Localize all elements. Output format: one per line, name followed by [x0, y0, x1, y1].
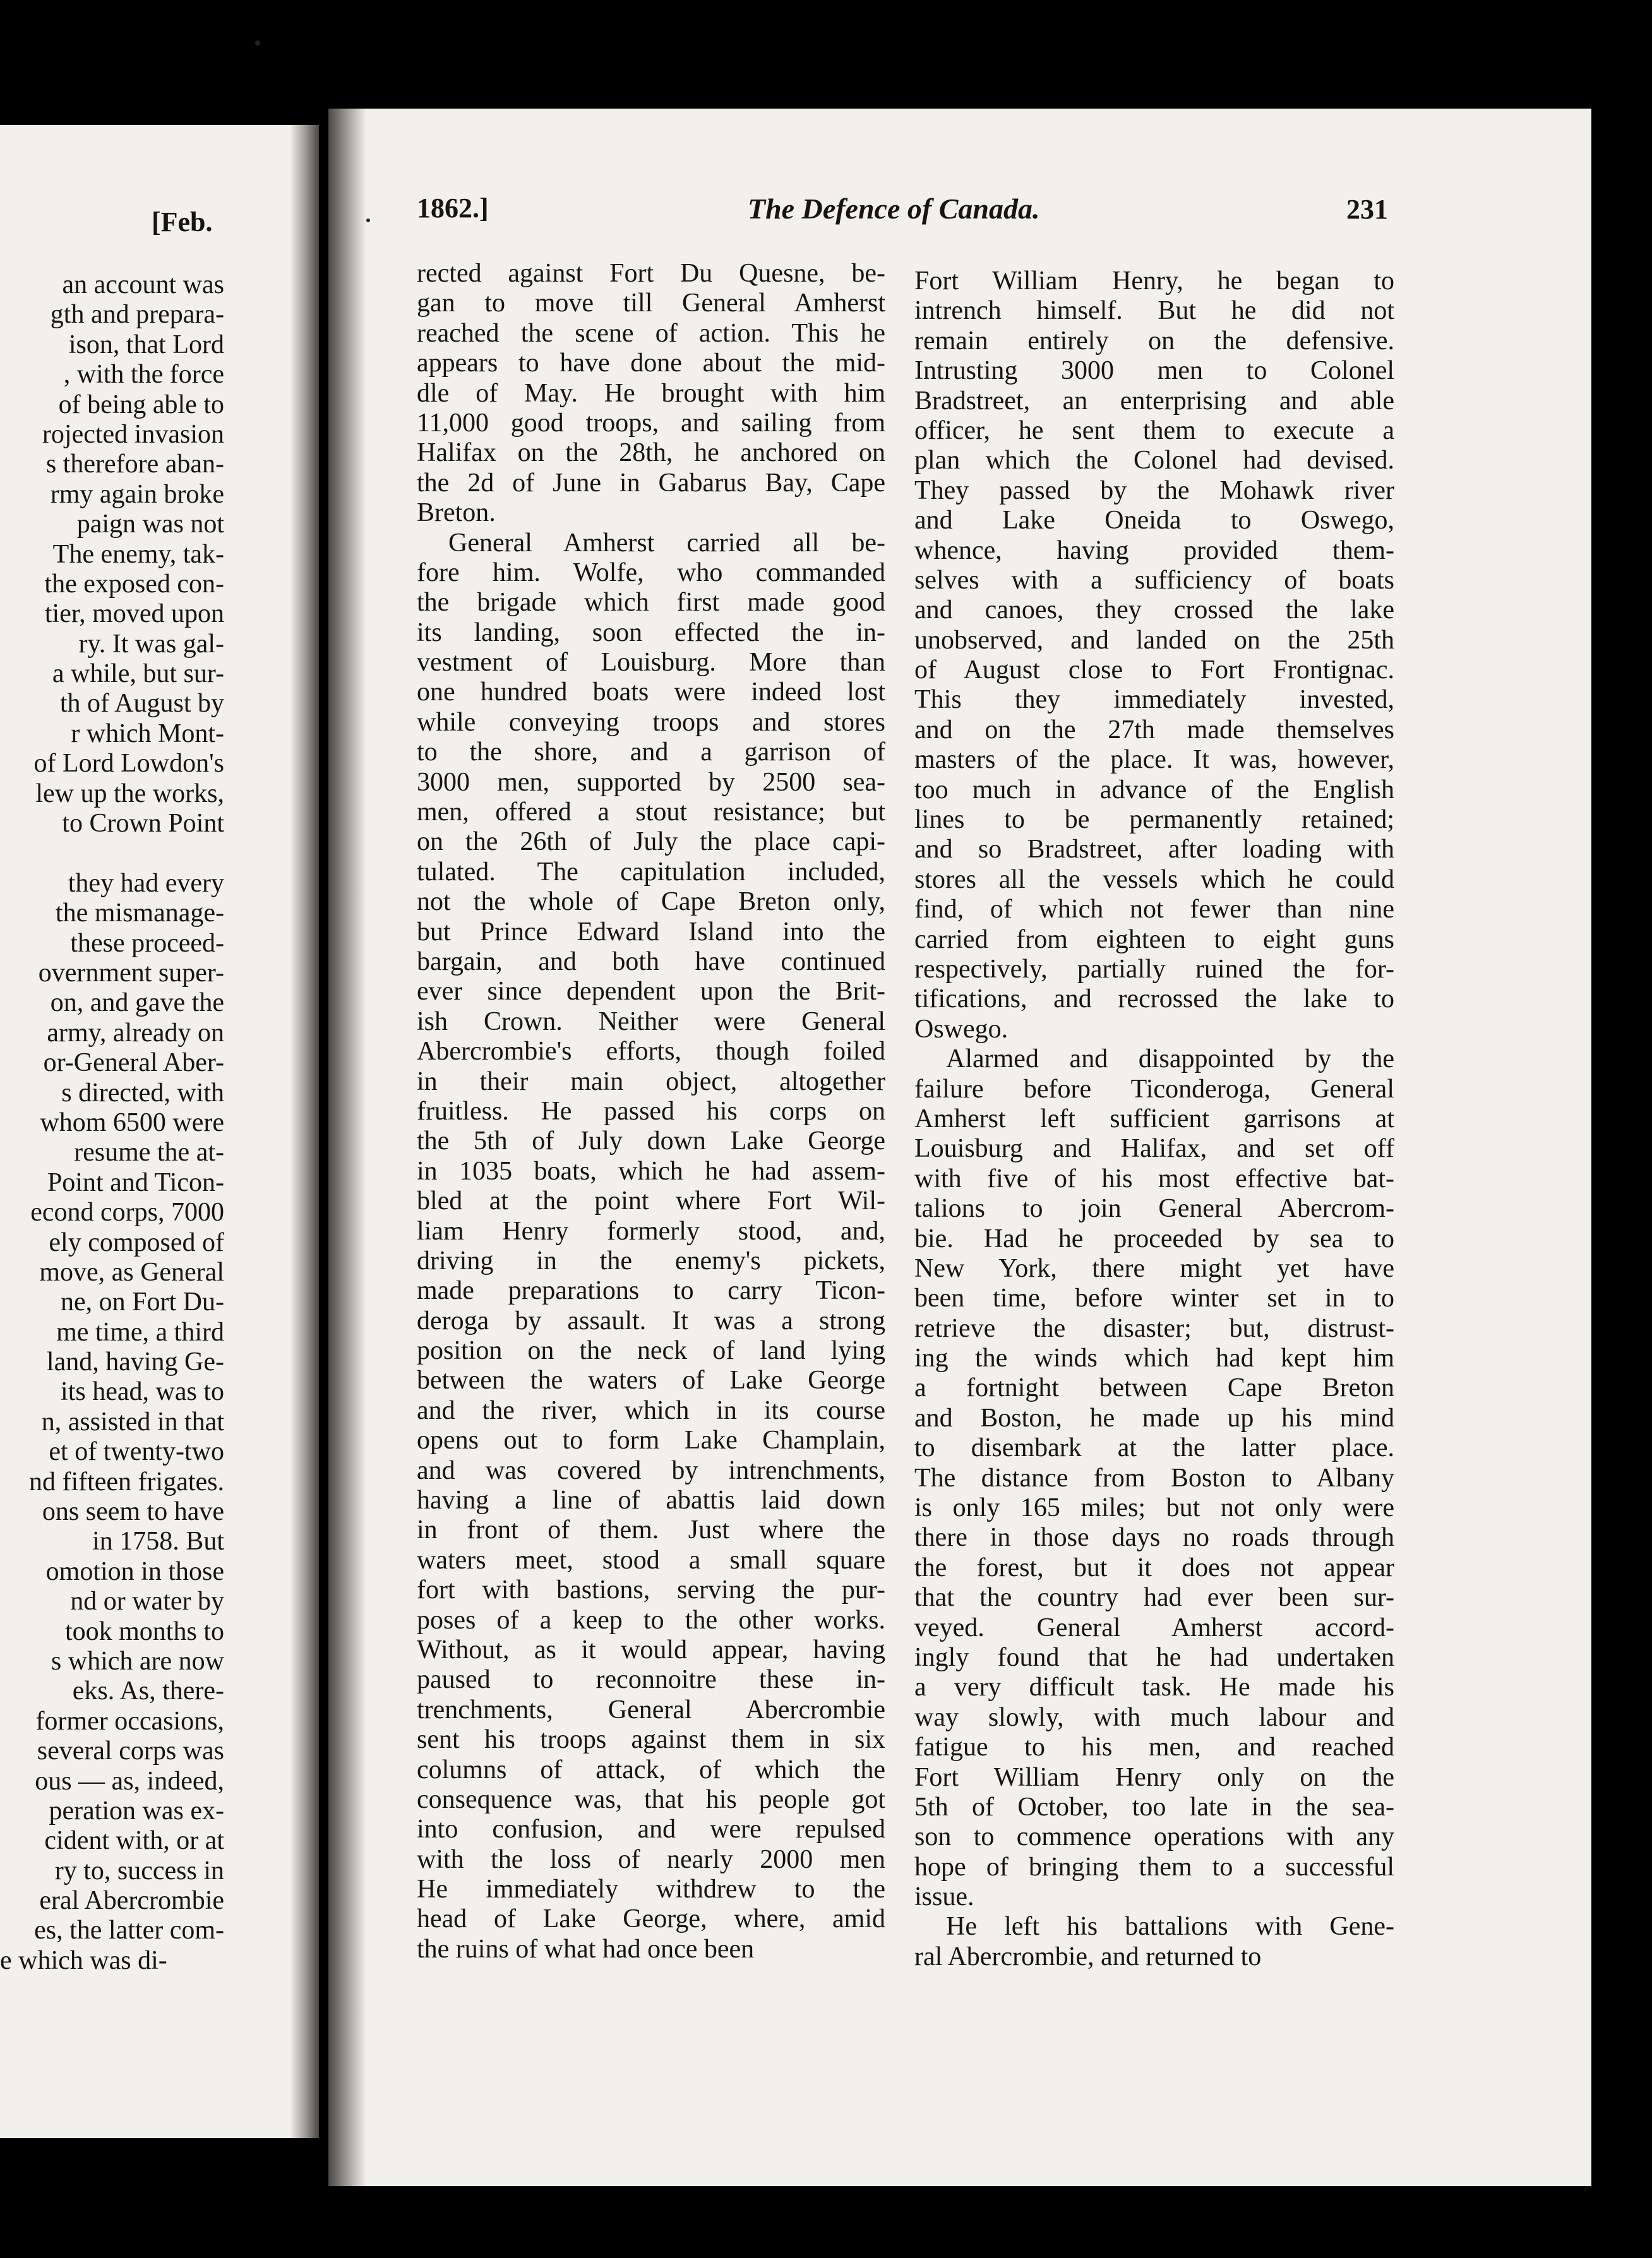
text-line: Breton. [417, 498, 496, 528]
text-line: waters meet, stood a small square [417, 1545, 885, 1575]
text-line: in their main object, altogether [417, 1066, 885, 1096]
text-line: 5th of October, too late in the sea- [914, 1792, 1394, 1822]
left-page [0, 125, 319, 2138]
text-line: in 1758. But [92, 1527, 224, 1556]
text-line: hope of bringing them to a successful [914, 1852, 1394, 1882]
text-line: army, already on [47, 1018, 224, 1048]
text-line: and Boston, he made up his mind [914, 1403, 1394, 1433]
text-line: land, having Ge- [46, 1347, 224, 1377]
text-line: et of twenty-two [49, 1437, 224, 1467]
text-line: intrench himself. But he did not [914, 296, 1394, 326]
text-line: Abercrombie's efforts, though foiled [417, 1037, 885, 1066]
text-line: ne, on Fort Du- [61, 1287, 224, 1317]
text-line: ely composed of [49, 1228, 224, 1257]
text-line: the 2d of June in Gabarus Bay, Cape [417, 468, 885, 498]
text-line: head of Lake George, where, amid [417, 1904, 885, 1934]
text-line: too much in advance of the English [914, 775, 1394, 804]
text-line: ry to, success in [54, 1856, 224, 1885]
text-line: omotion in those [45, 1556, 224, 1586]
text-line: Intrusting 3000 men to Colonel [914, 356, 1394, 386]
text-line: ever since dependent upon the Brit- [417, 977, 885, 1007]
text-line: nd fifteen frigates. [28, 1467, 224, 1496]
text-line: gan to move till General Amherst [417, 289, 885, 318]
text-line: into confusion, and were repulsed [417, 1815, 885, 1844]
text-line: paused to reconnoitre these in- [417, 1665, 885, 1695]
text-line: s which are now [51, 1646, 224, 1676]
text-line: paign was not [76, 510, 224, 539]
text-line: Alarmed and disappointed by the [946, 1044, 1394, 1074]
text-line: and was covered by intrenchments, [417, 1455, 885, 1485]
text-line: and so Bradstreet, after loading with [914, 835, 1394, 864]
text-line: deroga by assault. It was a strong [417, 1306, 885, 1335]
text-line: way slowly, with much labour and [914, 1702, 1394, 1732]
text-line: s therefore aban- [45, 450, 224, 479]
text-line: ous — as, indeed, [35, 1766, 224, 1796]
text-line: issue. [914, 1882, 974, 1912]
text-line: an account was [62, 270, 224, 299]
text-line: and canoes, they crossed the lake [914, 595, 1394, 625]
text-line: n, assisted in that [41, 1407, 224, 1437]
text-line: officer, he sent them to execute a [914, 415, 1394, 445]
text-line: masters of the place. It was, however, [914, 745, 1394, 775]
text-line: one hundred boats were indeed lost [417, 678, 885, 707]
text-line: He left his battalions with Gene- [946, 1912, 1394, 1942]
text-line: s directed, with [61, 1078, 224, 1108]
text-line: fore him. Wolfe, who commanded [417, 558, 885, 587]
text-line: is only 165 miles; but not only were [914, 1493, 1394, 1523]
text-line: cident with, or at [44, 1826, 224, 1856]
text-line: bled at the point where Fort Wil- [417, 1186, 885, 1216]
text-line: fruitless. He passed his corps on [417, 1096, 885, 1126]
text-line: poses of a keep to the other works. [417, 1605, 885, 1635]
scan-speck [255, 40, 260, 45]
text-line: these proceed- [70, 928, 224, 958]
text-line: ison, that Lord [68, 330, 224, 359]
text-line: to Crown Point [62, 809, 224, 839]
text-line: reached the scene of action. This he [417, 318, 885, 348]
text-line: ry. It was gal- [78, 629, 224, 659]
text-line: ons seem to have [42, 1497, 224, 1527]
text-line: talions to join General Abercrom- [914, 1194, 1394, 1224]
text-line: Fort William Henry only on the [914, 1762, 1394, 1792]
text-line: , with the force [63, 360, 224, 390]
text-line: overnment super- [38, 958, 224, 988]
left-running-head: [Feb. [152, 206, 213, 237]
text-line: fort with bastions, serving the pur- [417, 1575, 885, 1605]
text-line: stores all the vessels which he could [914, 864, 1394, 894]
text-line: whence, having provided them- [914, 535, 1394, 565]
text-line: Point and Ticon- [47, 1168, 224, 1197]
text-line: columns of attack, of which the [417, 1755, 885, 1784]
right-page-gutter-shadow [328, 109, 366, 2186]
text-line: They passed by the Mohawk river [914, 475, 1394, 505]
text-line: The distance from Boston to Albany [914, 1463, 1394, 1493]
text-line: son to commence operations with any [914, 1822, 1394, 1852]
text-line: ral Abercrombie, and returned to [914, 1942, 1262, 1971]
text-line: 11,000 good troops, and sailing from [417, 408, 885, 438]
text-line: while conveying troops and stores [417, 707, 885, 737]
text-line: consequence was, that his people got [417, 1784, 885, 1814]
text-column-2 [914, 266, 1394, 1972]
text-line: or-General Aber- [43, 1048, 224, 1078]
text-line: bie. Had he proceeded by sea to [914, 1224, 1394, 1253]
text-line: between the waters of Lake George [417, 1366, 885, 1395]
text-line: and on the 27th made themselves [914, 715, 1394, 744]
text-line: selves with a sufficiency of boats [914, 565, 1394, 595]
left-page-text-column [0, 270, 224, 1976]
text-line: a while, but sur- [52, 659, 224, 689]
text-line: General Amherst carried all be- [448, 528, 885, 558]
text-line: plan which the Colonel had devised. [914, 446, 1394, 475]
text-line: appears to have done about the mid- [417, 349, 885, 378]
text-line: of August close to Fort Frontignac. [914, 655, 1394, 685]
text-line: the ruins of what had once been [417, 1934, 755, 1964]
text-line: Louisburg and Halifax, and set off [914, 1134, 1394, 1164]
text-line: Without, as it would appear, having [417, 1635, 885, 1664]
text-line: former occasions, [35, 1706, 224, 1736]
text-line: with the loss of nearly 2000 men [417, 1844, 885, 1874]
text-line: that the country had ever been sur- [914, 1583, 1394, 1613]
text-line: failure before Ticonderoga, General [914, 1074, 1394, 1104]
text-line: its landing, soon effected the in- [417, 618, 885, 647]
text-line: r which Mont- [71, 719, 224, 748]
text-line: made preparations to carry Ticon- [417, 1276, 885, 1306]
text-line: Halifax on the 28th, he anchored on [417, 438, 885, 468]
text-line: opens out to form Lake Champlain, [417, 1426, 885, 1455]
text-line: tier, moved upon [44, 599, 224, 629]
text-line: lew up the works, [35, 779, 224, 808]
text-line: resume the at- [74, 1138, 224, 1168]
text-line: econd corps, 7000 [30, 1198, 224, 1228]
text-line: carried from eighteen to eight guns [914, 924, 1394, 954]
text-line: e which was di- [0, 1945, 167, 1975]
text-line: Amherst left sufficient garrisons at [914, 1104, 1394, 1133]
text-line: eks. As, there- [72, 1676, 224, 1706]
text-line: having a line of abattis laid down [417, 1486, 885, 1515]
text-line: remain entirely on the defensive. [914, 326, 1394, 355]
text-line: several corps was [37, 1736, 224, 1766]
text-line: rmy again broke [50, 479, 224, 509]
text-line: the 5th of July down Lake George [417, 1126, 885, 1156]
text-line: trenchments, General Abercrombie [417, 1695, 885, 1724]
text-line: position on the neck of land lying [417, 1336, 885, 1366]
text-line: th of August by [59, 689, 224, 719]
left-page-gutter-shadow [290, 125, 319, 2138]
text-line: tifications, and recrossed the lake to [914, 984, 1394, 1014]
text-line: vestment of Louisburg. More than [417, 648, 885, 678]
text-line: not the whole of Cape Breton only, [417, 887, 885, 917]
text-line: New York, there might yet have [914, 1253, 1394, 1283]
text-line: and Lake Oneida to Oswego, [914, 506, 1394, 535]
right-page [328, 109, 1591, 2186]
text-line: The enemy, tak- [52, 539, 224, 569]
text-line: its head, was to [61, 1377, 224, 1407]
text-line: Bradstreet, an enterprising and able [914, 386, 1394, 415]
text-line: 3000 men, supported by 2500 sea- [417, 767, 885, 797]
text-line: unobserved, and landed on the 25th [914, 625, 1394, 655]
text-line: in front of them. Just where the [417, 1515, 885, 1545]
text-line: This they immediately invested, [914, 685, 1394, 715]
text-line: find, of which not fewer than nine [914, 895, 1394, 924]
text-line: ing the winds which had kept him [914, 1344, 1394, 1373]
scan-speck [366, 218, 370, 222]
header-page-number: 231 [1346, 194, 1388, 225]
text-line: me time, a third [56, 1317, 224, 1347]
text-line: of being able to [58, 390, 224, 419]
text-line: took months to [64, 1616, 224, 1646]
text-line: dle of May. He brought with him [417, 378, 885, 408]
text-line: fatigue to his men, and reached [914, 1733, 1394, 1762]
text-line: He immediately withdrew to the [417, 1875, 885, 1904]
text-line: on, and gave the [50, 988, 224, 1018]
text-line: and the river, which in its course [417, 1395, 885, 1425]
text-line: lines to be permanently retained; [914, 805, 1394, 835]
text-line: es, the latter com- [34, 1916, 224, 1945]
text-line: veyed. General Amherst accord- [914, 1613, 1394, 1642]
header-year: 1862.] [417, 193, 489, 224]
text-line: rected against Fort Du Quesne, be- [417, 259, 885, 288]
header-title: The Defence of Canada. [748, 193, 1040, 225]
text-column-1 [417, 259, 885, 1964]
text-line: respectively, partially ruined the for- [914, 954, 1394, 984]
text-line: but Prince Edward Island into the [417, 917, 885, 947]
text-line: tulated. The capitulation included, [417, 857, 885, 887]
text-line: ingly found that he had undertaken [914, 1642, 1394, 1672]
text-line: retrieve the disaster; but, distrust- [914, 1313, 1394, 1343]
text-line: to the shore, and a garrison of [417, 738, 885, 767]
text-line: men, offered a stout resistance; but [417, 797, 885, 827]
text-line: gth and prepara- [50, 300, 224, 330]
text-line: sent his troops against them in six [417, 1725, 885, 1755]
text-line: the brigade which first made good [417, 588, 885, 618]
text-line: driving in the enemy's pickets, [417, 1246, 885, 1275]
text-line [0, 839, 224, 868]
text-line: ish Crown. Neither were General [417, 1007, 885, 1036]
text-line: with five of his most effective bat- [914, 1164, 1394, 1193]
text-line: been time, before winter set in to [914, 1284, 1394, 1313]
text-line: to disembark at the latter place. [914, 1433, 1394, 1463]
text-line: a very difficult task. He made his [914, 1673, 1394, 1702]
text-line: bargain, and both have continued [417, 947, 885, 976]
text-line: in 1035 boats, which he had assem- [417, 1156, 885, 1186]
text-line: there in those days no roads through [914, 1523, 1394, 1553]
text-line: eral Abercrombie [39, 1886, 224, 1916]
text-line: whom 6500 were [40, 1108, 224, 1137]
text-line: liam Henry formerly stood, and, [417, 1216, 885, 1246]
text-line: the mismanage- [55, 899, 224, 928]
text-line: the forest, but it does not appear [914, 1553, 1394, 1582]
text-line: rojected invasion [42, 419, 224, 449]
text-line: on the 26th of July the place capi- [417, 827, 885, 857]
text-line: a fortnight between Cape Breton [914, 1373, 1394, 1403]
text-line: of Lord Lowdon's [33, 749, 224, 779]
text-line: nd or water by [70, 1587, 224, 1616]
text-line: move, as General [39, 1257, 224, 1287]
text-line: Oswego. [914, 1014, 1009, 1044]
text-line: they had every [68, 868, 224, 898]
text-line: peration was ex- [49, 1796, 224, 1825]
text-line: Fort William Henry, he began to [914, 266, 1394, 296]
text-line: the exposed con- [44, 569, 224, 599]
